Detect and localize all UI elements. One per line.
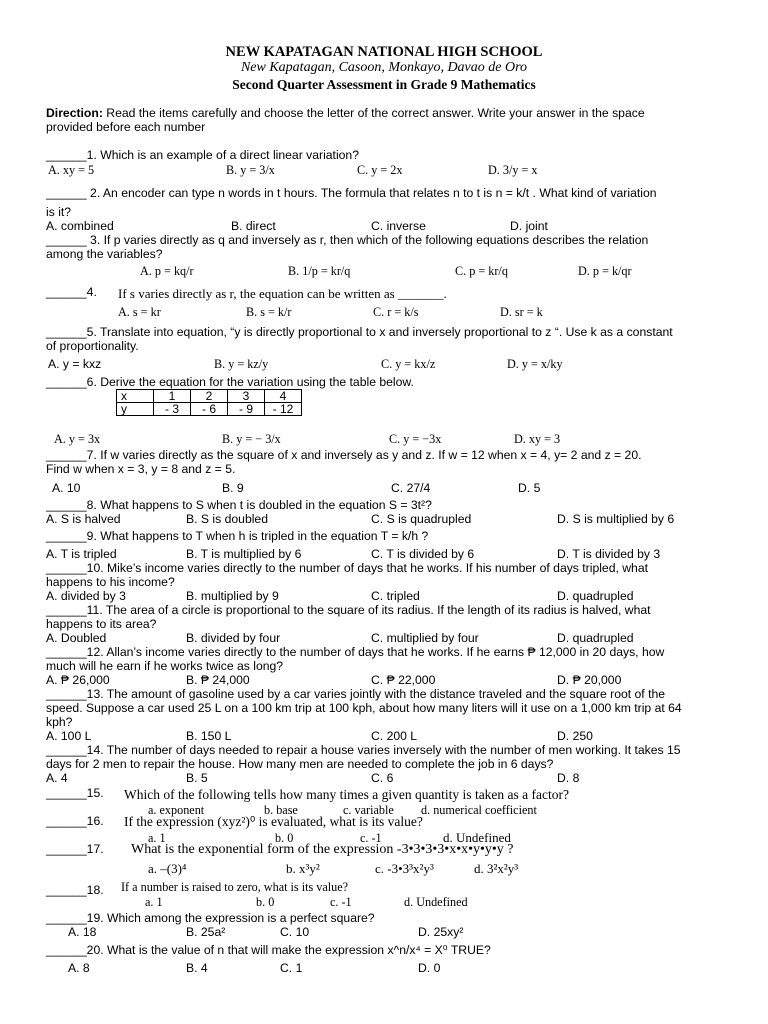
q11-stem: ______11. The area of a circle is proportional to the square of its radius. If the length of its radius is halved, what [46, 603, 651, 617]
q7-stem: ______7. If w varies directly as the square of x and inversely as y and z. If w = 12 when x = 4, y= 2 and z = 20. [46, 448, 642, 462]
q19-choice-a: A. 18 [68, 925, 97, 939]
q16-choice-d: d. Undefined [443, 830, 511, 845]
q13-choice-b: B. 150 L [186, 729, 232, 743]
q17-stem: ______17. [46, 842, 104, 856]
q6-table [116, 389, 302, 416]
q16-choice-a: a. 1 [148, 831, 166, 845]
q1-choice-b: B. y = 3/x [226, 163, 275, 177]
q7-choice-d: D. 5 [518, 481, 541, 495]
q17-text: What is the exponential form of the expression -3•3•3•3•x•x•y•y•y ? [131, 842, 514, 857]
q18-text: If a number is raised to zero, what is its value? [121, 880, 349, 894]
q8-choice-a: A. S is halved [46, 512, 121, 526]
q6-table-cell: - 6 [191, 403, 228, 416]
q6-table-row-x [117, 390, 302, 403]
q13-cont: speed. Suppose a car used 25 L on a 100 km trip at 100 kph, about how many liters will it use on a 1,000 km trip at 64 [46, 701, 682, 715]
q14-cont: days for 2 men to repair the house. How many men are needed to complete the job in 6 days? [46, 757, 554, 771]
school-address: New Kapatagan, Casoon, Monkayo, Davao de Oro [240, 60, 528, 75]
q16-choice-b: b. 0 [275, 831, 294, 845]
q3-choice-d: D. p = k/qr [578, 264, 632, 278]
q19-stem: ______19. Which among the expression is a perfect square? [46, 911, 375, 925]
q13-stem: ______13. The amount of gasoline used by a car varies jointly with the distance traveled and the square root of the [46, 687, 666, 701]
q13-choice-d: D. 250 [557, 729, 593, 743]
q1-stem: ______1. Which is an example of a direct linear variation? [46, 148, 359, 162]
q18-choice-b: b. 0 [256, 895, 275, 909]
q14-stem: ______14. The number of days needed to repair a house varies inversely with the number of men working. It takes 15 [46, 743, 681, 757]
q11-choice-c: C. multiplied by four [371, 631, 479, 645]
school-name: NEW KAPATAGAN NATIONAL HIGH SCHOOL [225, 44, 543, 60]
q3-stem: ______ 3. If p varies directly as q and inversely as r, then which of the following equations describes the relation [46, 233, 649, 247]
q6-choice-a: A. y = 3x [54, 432, 101, 446]
q6-table-row-y [117, 403, 302, 416]
q6-table-cell: x [117, 390, 154, 403]
q1-choice-a: A. xy = 5 [48, 163, 95, 177]
q10-stem: ______10. Mike’s income varies directly to the number of days that he works. If his number of days tripled, what [46, 561, 649, 575]
q4-choice-c: C. r = k/s [373, 305, 419, 319]
q17-choice-a: a. –(3)⁴ [148, 861, 187, 876]
q15-stem: ______15. [46, 786, 104, 800]
q9-stem: ______9. What happens to T when h is tripled in the equation T = k/h ? [46, 529, 429, 543]
q4-choice-a: A. s = kr [118, 305, 161, 319]
q11-cont: happens to its area? [46, 617, 157, 631]
q18-choice-a: a. 1 [145, 895, 163, 909]
q7-choice-a: A. 10 [52, 481, 81, 495]
q5-choice-a: A. y = kxz [48, 357, 102, 371]
q4-text: If s varies directly as r, the equation can be written as _______. [118, 286, 447, 301]
q8-stem: ______8. What happens to S when t is doubled in the equation S = 3t²? [46, 498, 432, 512]
q6-table-cell: 2 [191, 390, 228, 403]
q15-choice-c: c. variable [343, 803, 394, 817]
q9-choice-c: C. T is divided by 6 [371, 547, 475, 561]
q12-stem: ______12. Allan’s income varies directly to the number of days that he works. If he earns ₱ 12,000 in 20 days, how [46, 645, 665, 659]
q8-choice-d: D. S is multiplied by 6 [557, 512, 675, 526]
q2-choice-d: D. joint [510, 219, 548, 233]
q13-choice-a: A. 100 L [46, 729, 92, 743]
q5-choice-c: C. y = kx/z [381, 357, 436, 371]
q10-cont: happens to his income? [46, 575, 175, 589]
q18-stem: ______18. [46, 883, 104, 897]
q8-choice-b: B. S is doubled [186, 512, 268, 526]
q19-choice-b: B. 25a² [186, 925, 226, 939]
q5-choice-b: B. y = kz/y [214, 357, 269, 371]
q20-choice-a: A. 8 [68, 961, 90, 975]
q17-choice-d: d. 3²x²y³ [474, 861, 519, 876]
q9-choice-d: D. T is divided by 3 [557, 547, 661, 561]
q10-choice-d: D. quadrupled [557, 589, 634, 603]
q14-choice-a: A. 4 [46, 771, 68, 785]
q3-cont: among the variables? [46, 247, 163, 261]
q15-choice-a: a. exponent [148, 803, 205, 817]
q7-cont: Find w when x = 3, y = 8 and z = 5. [46, 462, 236, 476]
q11-choice-d: D. quadrupled [557, 631, 634, 645]
q10-choice-c: C. tripled [371, 589, 420, 603]
q6-choice-c: C. y = −3x [389, 432, 442, 446]
q16-text: If the expression (xyz²)⁰ is evaluated, what is its value? [124, 814, 423, 829]
q9-choice-b: B. T is multiplied by 6 [186, 547, 302, 561]
q17-choice-b: b. x³y² [286, 861, 320, 876]
q6-table-cell: - 12 [265, 403, 302, 416]
q4-choice-d: D. sr = k [500, 305, 543, 319]
q5-cont: of proportionality. [46, 339, 139, 353]
q6-table-cell: y [117, 403, 154, 416]
q7-choice-b: B. 9 [222, 481, 244, 495]
q20-choice-b: B. 4 [186, 961, 208, 975]
q12-choice-d: D. ₱ 20,000 [557, 673, 622, 687]
q18-choice-c: c. -1 [330, 895, 352, 909]
q8-choice-c: C. S is quadrupled [371, 512, 472, 526]
q5-choice-d: D. y = x/ky [507, 357, 563, 371]
q20-choice-c: C. 1 [280, 961, 303, 975]
q12-choice-b: B. ₱ 24,000 [186, 673, 250, 687]
q18-choice-d: d. Undefined [404, 895, 468, 909]
q12-cont: much will he earn if he works twice as long? [46, 659, 284, 673]
q12-choice-a: A. ₱ 26,000 [46, 673, 110, 687]
q2-stem: ______ 2. An encoder can type n words in t hours. The formula that relates n to t is n = k/t . What kind of variation [46, 186, 657, 200]
q20-choice-d: D. 0 [418, 961, 441, 975]
q1-choice-c: C. y = 2x [357, 163, 403, 177]
q17-choice-c: c. -3•3³x²y³ [375, 861, 434, 876]
q13-choice-c: C. 200 L [371, 729, 418, 743]
q11-choice-a: A. Doubled [46, 631, 107, 645]
q15-choice-b: b. base [264, 803, 298, 817]
q6-table-cell: 3 [228, 390, 265, 403]
q6-stem: ______6. Derive the equation for the variation using the table below. [46, 375, 414, 389]
q6-table-cell: 1 [154, 390, 191, 403]
q16-stem: ______16. [46, 814, 104, 828]
q3-choice-c: C. p = kr/q [455, 264, 508, 278]
q9-choice-a: A. T is tripled [46, 547, 117, 561]
q1-choice-d: D. 3/y = x [488, 163, 538, 177]
q3-choice-b: B. 1/p = kr/q [288, 264, 351, 278]
q15-text: Which of the following tells how many times a given quantity is taken as a factor? [124, 787, 570, 802]
q6-choice-b: B. y = − 3/x [222, 432, 281, 446]
q7-choice-c: C. 27/4 [391, 481, 431, 495]
q10-choice-a: A. divided by 3 [46, 589, 126, 603]
q4-choice-b: B. s = k/r [246, 305, 292, 319]
q10-choice-b: B. multiplied by 9 [186, 589, 279, 603]
q19-choice-c: C. 10 [280, 925, 310, 939]
q2-choice-b: B. direct [231, 219, 276, 233]
q16-choice-c: c. -1 [360, 831, 382, 845]
q6-table-cell: - 3 [154, 403, 191, 416]
q19-choice-d: D. 25xy² [418, 925, 464, 939]
q20-stem: ______20. What is the value of n that will make the expression x^n/x⁴ = X⁰ TRUE? [46, 943, 491, 957]
q14-choice-d: D. 8 [557, 771, 580, 785]
direction-line-1: Direction: Read the items carefully and choose the letter of the correct answer. Write your answer in the space [46, 106, 645, 120]
q2-cont: is it? [46, 205, 72, 219]
q12-choice-c: C. ₱ 22,000 [371, 673, 436, 687]
q6-table-cell: - 9 [228, 403, 265, 416]
q6-table-cell: 4 [265, 390, 302, 403]
q11-choice-b: B. divided by four [186, 631, 281, 645]
q2-choice-c: C. inverse [371, 219, 426, 233]
q3-choice-a: A. p = kq/r [140, 264, 194, 278]
q15-choice-d: d. numerical coefficient [421, 803, 537, 817]
q13-cont-2: kph? [46, 715, 73, 729]
q5-stem: ______5. Translate into equation, “y is directly proportional to x and inversely proportional to z “. Use k as a constant [46, 325, 673, 339]
direction-line-2: provided before each number [46, 120, 206, 134]
q14-choice-b: B. 5 [186, 771, 208, 785]
q2-choice-a: A. combined [46, 219, 114, 233]
q4-stem: ______4. [46, 285, 97, 299]
q6-choice-d: D. xy = 3 [514, 432, 561, 446]
exam-title: Second Quarter Assessment in Grade 9 Mathematics [232, 77, 536, 92]
q14-choice-c: C. 6 [371, 771, 394, 785]
